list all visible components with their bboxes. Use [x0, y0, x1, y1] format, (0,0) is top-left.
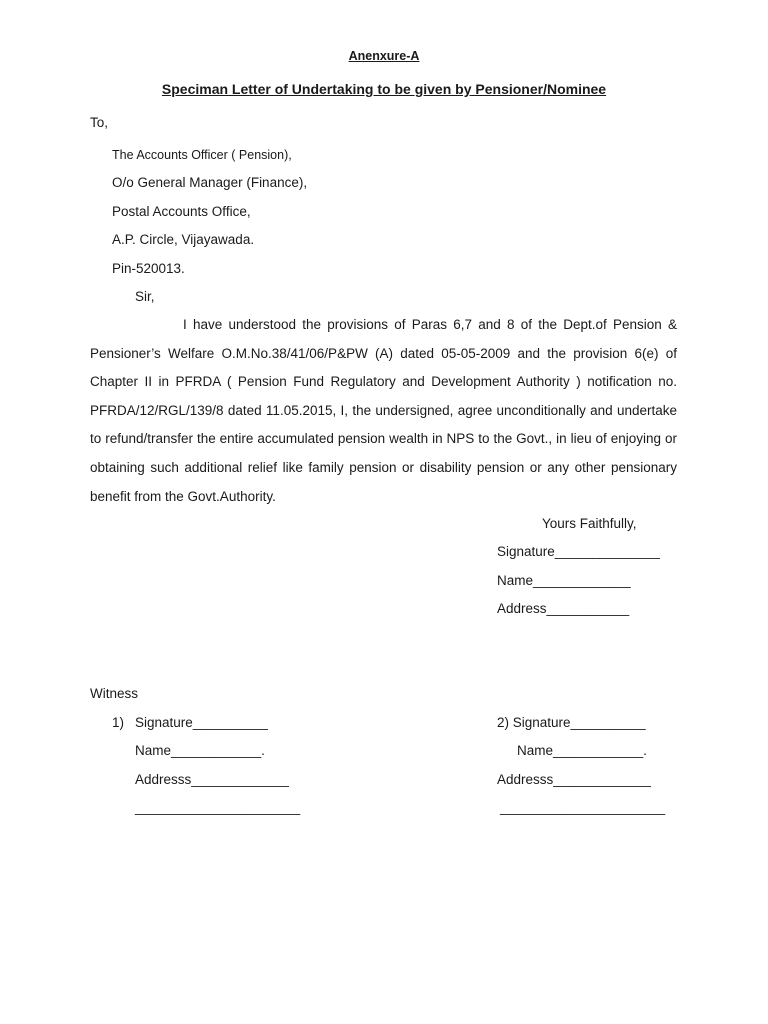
closing-address-field: Address___________: [497, 601, 630, 616]
witness-2-signature: 2) Signature__________: [497, 715, 646, 730]
annexure-heading: Anenxure-A: [348, 49, 420, 63]
witness-2-address: Addresss_____________: [497, 772, 651, 787]
witness-2-name: Name____________.: [517, 743, 647, 758]
witness-1-signature: Signature__________: [135, 715, 268, 730]
closing-signature-field: Signature______________: [497, 544, 660, 559]
greeting: Sir,: [135, 289, 155, 304]
address-line-3: Postal Accounts Office,: [112, 204, 251, 219]
witness-label: Witness: [90, 686, 139, 701]
closing-yours-faithfully: Yours Faithfully,: [542, 516, 637, 531]
witness-1-number: 1): [112, 715, 125, 730]
closing-name-field: Name_____________: [497, 573, 631, 588]
witness-1-blank-line: ______________________: [135, 800, 301, 815]
salutation-to: To,: [90, 115, 109, 130]
address-line-5: Pin-520013.: [112, 261, 185, 276]
document-title: Speciman Letter of Undertaking to be given by Pensioner/Nominee: [161, 81, 607, 97]
address-line-2: O/o General Manager (Finance),: [112, 175, 308, 190]
witness-1-address: Addresss_____________: [135, 772, 289, 787]
address-line-4: A.P. Circle, Vijayawada.: [112, 232, 255, 247]
body-text: I have understood the provisions of Paras 6,7 and 8 of the Dept.of Pension & Pensioner’s Welfare O.M.No.38/41/06/P&PW (A) dated 05-05-2009 and the provision 6(e) of Chapter II in PFRDA ( Pension Fund Regulatory and Development Authority ) notification no. PFRDA/12/RGL/139/8 dated 11.05.2015, I, the undersigned, agree unconditionally and undertake to refund/transfer the entire accumulated pension wealth in NPS to the Govt., in lieu of enjoying or obtaining such additional relief like family pension or disability pension or any other pensionary benefit from the Govt.Authority.: [90, 317, 677, 504]
address-line-1: The Accounts Officer ( Pension),: [112, 148, 292, 162]
witness-2-blank-line: ______________________: [500, 800, 666, 815]
witness-1-name: Name____________.: [135, 743, 265, 758]
body-paragraph: [90, 311, 677, 511]
